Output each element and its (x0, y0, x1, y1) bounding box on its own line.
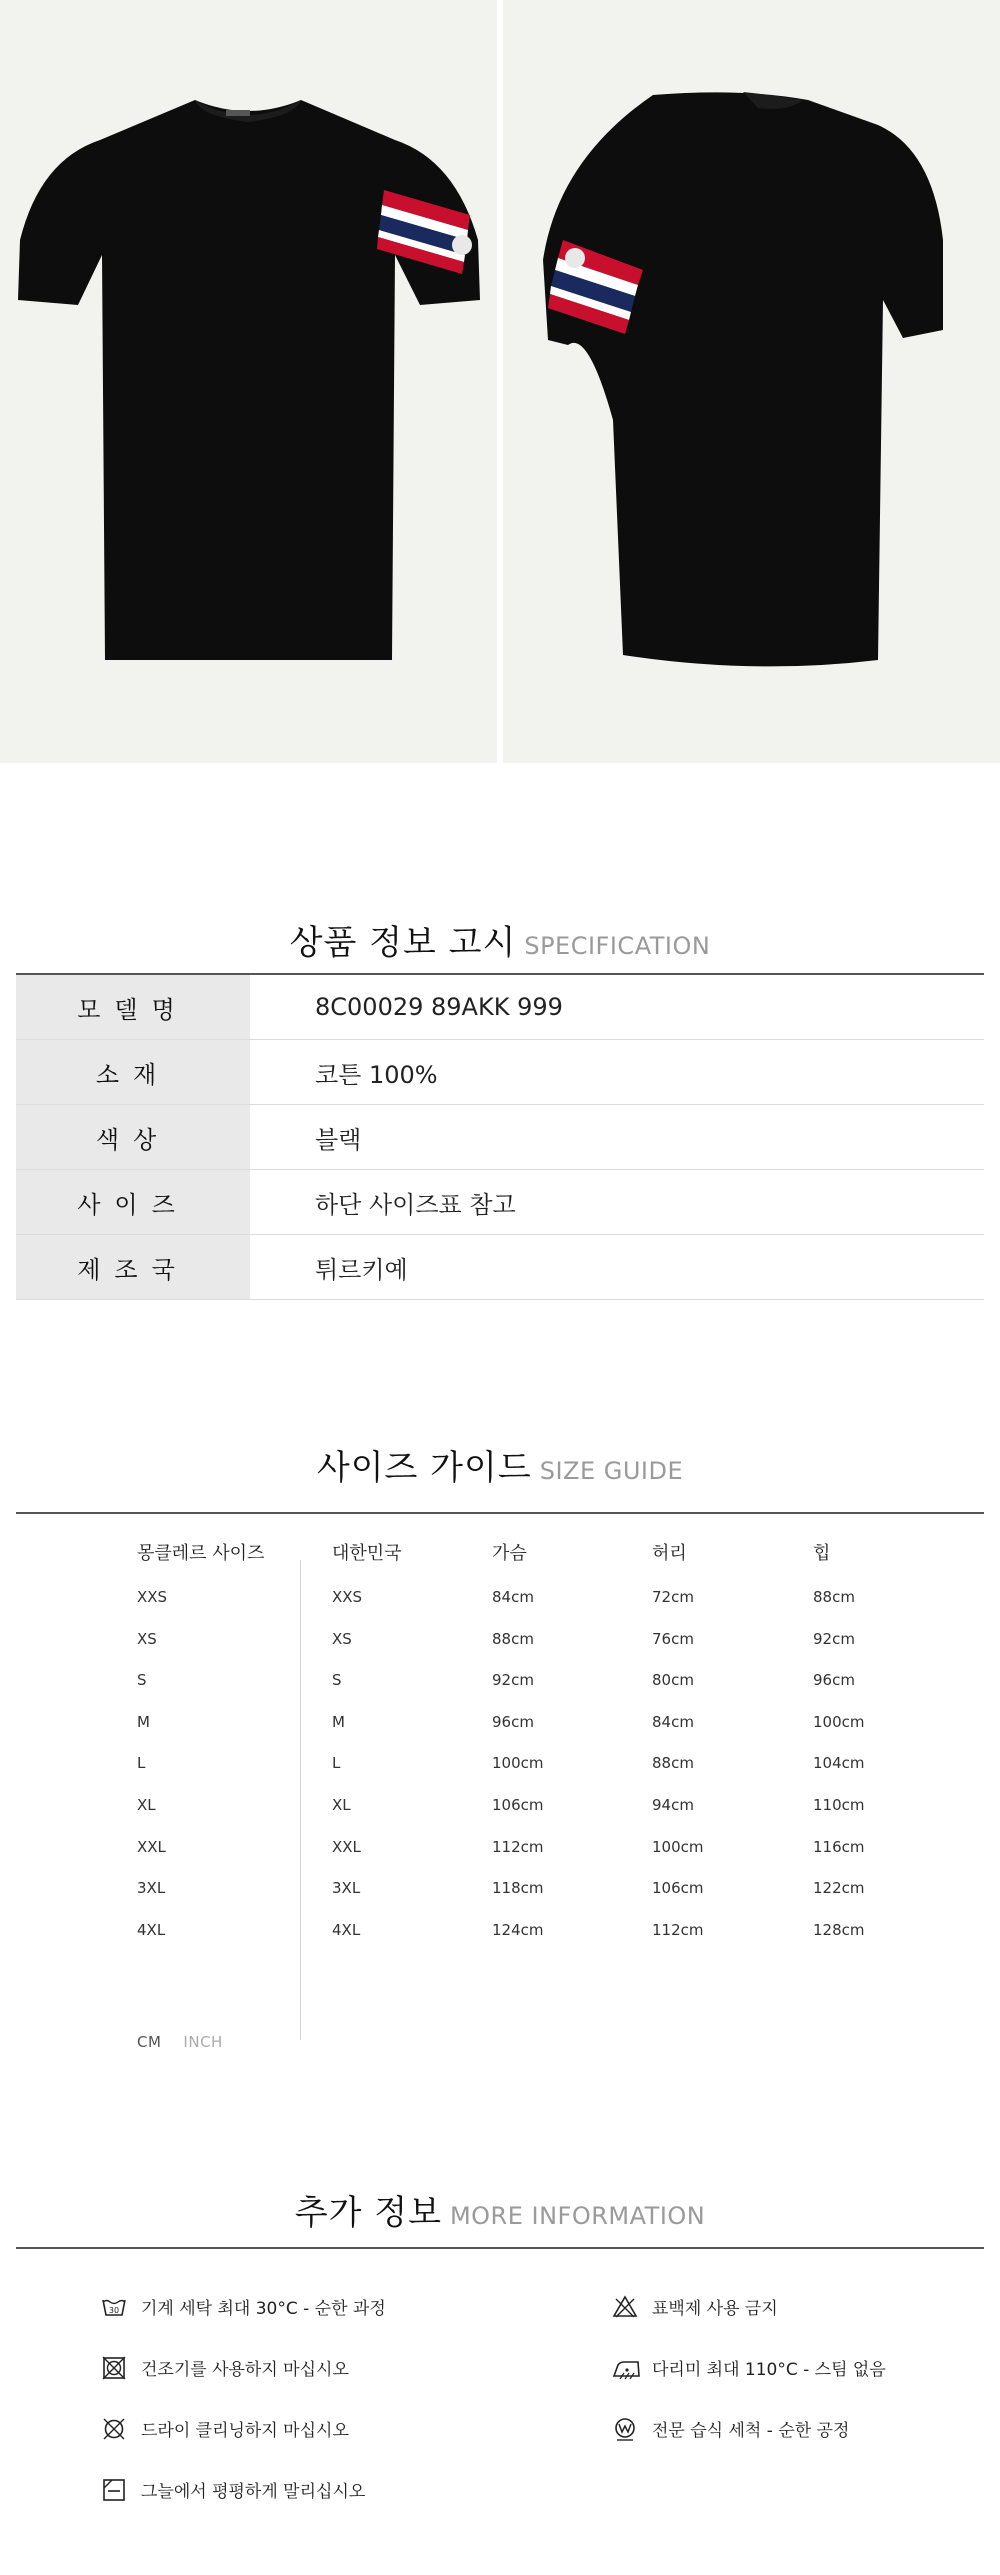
size-cell: L (137, 1754, 146, 1773)
spec-title-en: SPECIFICATION (524, 932, 711, 960)
size-cell: 118cm (492, 1879, 544, 1898)
spec-value: 코튼 100% (315, 1060, 438, 1089)
size-cell: XXS (137, 1588, 168, 1606)
spec-row-size (16, 1170, 984, 1235)
size-cell: 3XL (137, 1879, 166, 1898)
size-cell: 76cm (652, 1629, 694, 1648)
spec-value: 8C00029 89AKK 999 (315, 993, 563, 1021)
info-divider (16, 2247, 984, 2249)
size-cell: 84cm (492, 1588, 534, 1606)
size-cell: 88cm (813, 1588, 855, 1606)
spec-label: 제조국 (16, 1235, 250, 1299)
size-cell: 112cm (652, 1920, 704, 1939)
size-cell: M (137, 1712, 150, 1731)
size-cell: 72cm (652, 1588, 694, 1606)
unit-toggle (137, 2033, 223, 2051)
size-header: 가슴 (492, 1543, 527, 1564)
care-text: 그늘에서 평평하게 말리십시오 (141, 2482, 366, 2502)
care-text: 표백제 사용 금지 (652, 2299, 778, 2319)
info-heading (0, 2185, 1000, 2234)
spec-value: 하단 사이즈표 참고 (315, 1190, 516, 1219)
size-cell: XXS (332, 1588, 363, 1606)
care-item-tumble (101, 2355, 349, 2380)
size-cell: 100cm (813, 1712, 865, 1731)
wet-clean-icon (612, 2417, 638, 2441)
product-photos (0, 0, 1000, 763)
spec-value: 블랙 (315, 1125, 362, 1154)
size-cell: S (332, 1671, 342, 1690)
size-cell: XS (137, 1629, 157, 1648)
info-title-ko: 추가 정보 (294, 2193, 442, 2233)
size-header: 허리 (652, 1543, 687, 1564)
spec-label: 모델명 (16, 975, 250, 1039)
size-cell: 124cm (492, 1920, 544, 1939)
care-text: 드라이 클리닝하지 마십시오 (141, 2421, 349, 2441)
size-cell: 122cm (813, 1879, 865, 1898)
size-title-ko: 사이즈 가이드 (316, 1448, 532, 1488)
size-cell: M (332, 1712, 345, 1731)
size-heading (0, 1440, 1000, 1489)
size-header: 대한민국 (332, 1543, 402, 1564)
no-dry-clean-icon (101, 2417, 127, 2441)
size-title-en: SIZE GUIDE (539, 1457, 684, 1485)
size-col-waist (652, 1540, 704, 1954)
spec-row-material (16, 1040, 984, 1105)
size-cell: XL (332, 1795, 351, 1814)
spec-row-color (16, 1105, 984, 1170)
size-cell: 96cm (813, 1671, 855, 1690)
size-cell: 96cm (492, 1712, 534, 1731)
size-cell: XXL (137, 1837, 166, 1856)
no-bleach-icon (612, 2295, 638, 2319)
care-item-dryclean (101, 2416, 349, 2441)
size-cell: 112cm (492, 1837, 544, 1856)
wash-30-icon (101, 2295, 127, 2319)
product-photo-side (503, 0, 1000, 763)
no-tumble-dry-icon (101, 2356, 127, 2380)
size-cell: 4XL (137, 1920, 166, 1939)
spec-table (16, 975, 984, 1300)
care-item-dryflat (101, 2477, 365, 2502)
size-cell: L (332, 1754, 341, 1773)
size-col-hip (813, 1540, 865, 1954)
size-column-divider (300, 1560, 301, 2040)
spec-value: 튀르키예 (315, 1255, 408, 1284)
tshirt-front-image (0, 0, 497, 763)
care-text: 전문 습식 세척 - 순한 공정 (652, 2421, 850, 2441)
spec-row-model (16, 975, 984, 1040)
iron-110-icon (612, 2356, 638, 2380)
size-cell: 80cm (652, 1671, 694, 1690)
info-title-en: MORE INFORMATION (449, 2202, 706, 2230)
size-cell: 106cm (652, 1879, 704, 1898)
care-item-bleach (612, 2294, 778, 2319)
care-text: 기계 세탁 최대 30°C - 순한 과정 (141, 2299, 386, 2319)
size-col-moncler (137, 1540, 264, 1954)
spec-row-origin (16, 1235, 984, 1300)
spec-label: 사이즈 (16, 1170, 250, 1234)
size-cell: XL (137, 1795, 156, 1814)
size-guide-table (0, 1540, 1000, 2010)
size-cell: 106cm (492, 1795, 544, 1814)
size-col-korea (332, 1540, 402, 1954)
care-item-iron (612, 2355, 886, 2380)
size-cell: 92cm (813, 1629, 855, 1648)
dry-flat-shade-icon (101, 2478, 127, 2502)
size-cell: 88cm (652, 1754, 694, 1773)
unit-inch-button[interactable]: INCH (183, 2033, 223, 2051)
size-cell: S (137, 1671, 147, 1690)
size-cell: 104cm (813, 1754, 865, 1773)
spec-label: 소재 (16, 1040, 250, 1104)
spec-title-ko: 상품 정보 고시 (289, 923, 517, 963)
care-text: 다리미 최대 110°C - 스팀 없음 (652, 2360, 886, 2380)
size-cell: XS (332, 1629, 352, 1648)
size-cell: 116cm (813, 1837, 865, 1856)
tshirt-side-image (503, 0, 1000, 763)
size-cell: 128cm (813, 1920, 865, 1939)
care-item-wetclean (612, 2416, 849, 2441)
product-photo-front (0, 0, 497, 763)
size-cell: 100cm (652, 1837, 704, 1856)
size-cell: 84cm (652, 1712, 694, 1731)
size-col-chest (492, 1540, 544, 1954)
size-divider (16, 1512, 984, 1514)
unit-cm-button[interactable]: CM (137, 2033, 162, 2051)
size-cell: 100cm (492, 1754, 544, 1773)
size-header: 몽클레르 사이즈 (137, 1543, 265, 1564)
spec-label: 색상 (16, 1105, 250, 1169)
size-cell: 4XL (332, 1920, 361, 1939)
size-cell: 92cm (492, 1671, 534, 1690)
size-cell: 3XL (332, 1879, 361, 1898)
size-cell: XXL (332, 1837, 361, 1856)
spec-heading (0, 915, 1000, 964)
size-header: 힙 (813, 1543, 831, 1564)
care-text: 건조기를 사용하지 마십시오 (141, 2360, 349, 2380)
svg-text:30: 30 (108, 2305, 120, 2315)
size-cell: 88cm (492, 1629, 534, 1648)
size-cell: 94cm (652, 1795, 694, 1814)
size-cell: 110cm (813, 1795, 865, 1814)
care-item-wash (101, 2294, 386, 2319)
